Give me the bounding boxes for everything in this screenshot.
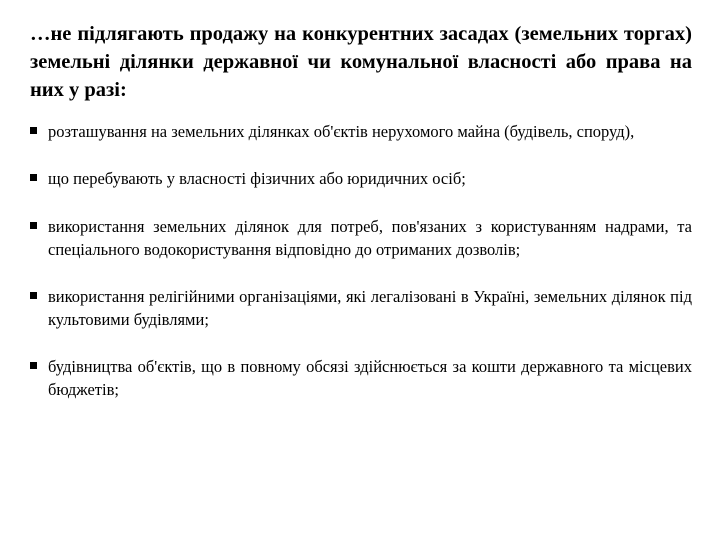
bullet-item-2 — [30, 167, 692, 190]
bullet-text: використання релігійними організаціями, які легалізовані в Україні, земельних ділянок під культовими будівлями; — [48, 287, 692, 329]
square-bullet-icon — [30, 362, 37, 369]
bullet-item-4 — [30, 285, 692, 331]
bullet-text: розташування на земельних ділянках об'єктів нерухомого майна (будівель, споруд), — [48, 122, 635, 141]
bullet-item-5 — [30, 355, 692, 401]
slide-content — [30, 20, 692, 425]
square-bullet-icon — [30, 292, 37, 299]
square-bullet-icon — [30, 222, 37, 229]
bullet-list — [30, 120, 692, 401]
square-bullet-icon — [30, 127, 37, 134]
bullet-item-1 — [30, 120, 692, 143]
bullet-item-3 — [30, 215, 692, 261]
bullet-text: будівництва об'єктів, що в повному обсязі здійснюється за кошти державного та місцевих бюджетів; — [48, 357, 692, 399]
bullet-text: використання земельних ділянок для потреб, пов'язаних з користуванням надрами, та спеціального водокористування відповідно до отриманих дозволів; — [48, 217, 692, 259]
bullet-text: що перебувають у власності фізичних або юридичних осіб; — [48, 169, 466, 188]
slide-heading: …не підлягають продажу на конкурентних засадах (земельних торгах) земельні ділянки державної чи комунальної власності або права на них у разі: — [30, 23, 692, 101]
square-bullet-icon — [30, 174, 37, 181]
